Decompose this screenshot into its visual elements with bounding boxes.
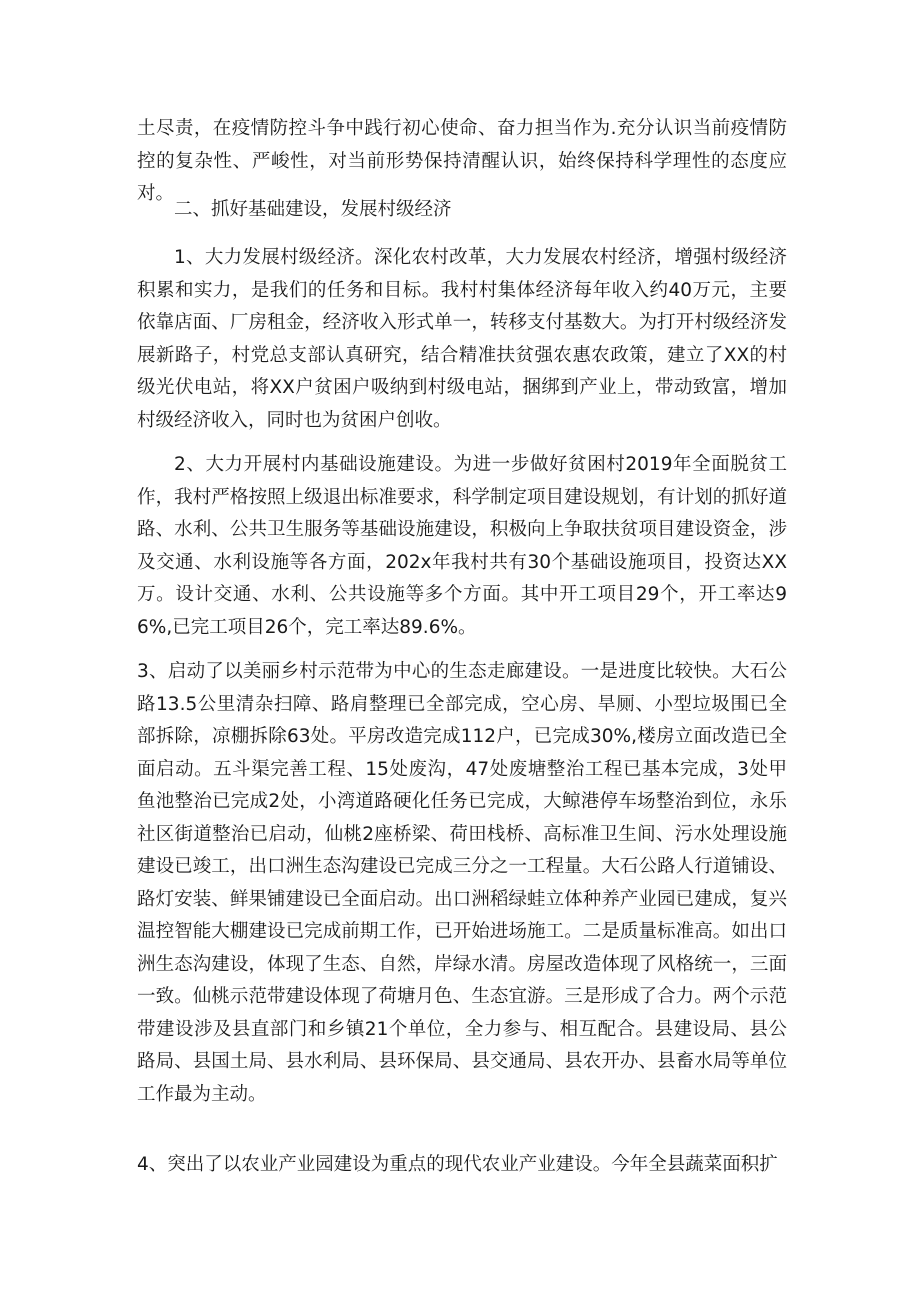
paragraph-intro-continuation: 土尽责，在疫情防控斗争中践行初心使命、奋力担当作为.充分认识当前疫情防控的复杂性、严峻性，对当前形势保持清醒认识，始终保持科学理性的态度应对。 [137, 118, 787, 204]
paragraph-village-economy: 1、大力发展村级经济。深化农村改革，大力发展农村经济，增强村级经济积累和实力，是我们的任务和目标。我村村集体经济每年收入约40万元，主要依靠店面、厂房租金，经济收入形式单一，转移支付基数大。为打开村级经济发展新路子，村党总支部认真研究，结合精准扶贫强农惠农政策，建立了XX的村级光伏电站，将XX户贫困户吸纳到村级电站，捆绑到产业上，带动致富，增加村级经济收入，同时也为贫困户创收。 [137, 247, 787, 431]
paragraph-infrastructure-construction: 2、大力开展村内基础设施建设。为进一步做好贫困村2019年全面脱贫工作，我村严格按照上级退出标准要求，科学制定项目建设规划，有计划的抓好道路、水利、公共卫生服务等基础设施建设，积极向上争取扶贫项目建设资金，涉及交通、水利设施等各方面，202x年我村共有30个基础设施项目，投资达XX万。设计交通、水利、公共设施等多个方面。其中开工项目29个，开工率达96%,已完工项目26个，完工率达89.6%。 [137, 454, 787, 638]
paragraph-agricultural-industry: 4、突出了以农业产业园建设为重点的现代农业产业建设。今年全县蔬菜面积扩 [137, 1154, 778, 1175]
section-heading-infrastructure: 二、抓好基础建设，发展村级经济 [174, 199, 452, 220]
paragraph-ecological-corridor: 3、启动了以美丽乡村示范带为中心的生态走廊建设。一是进度比较快。大石公路13.5公里清杂扫障、路肩整理已全部完成，空心房、旱厕、小型垃圾围已全部拆除，凉棚拆除63处。平房改造完成112户，已完成30%,楼房立面改造已全面启动。五斗渠完善工程、15处废沟，47处废塘整治工程已基本完成，3处甲鱼池整治已完成2处，小湾道路硬化任务已完成，大鲸港停车场整治到位，永乐社区街道整治已启动，仙桃2座桥梁、荷田栈桥、高标准卫生间、污水处理设施建设已竣工，出口洲生态沟建设已完成三分之一工程量。大石公路人行道铺设、路灯安装、鲜果铺建设已全面启动。出口洲稻绿蛙立体种养产业园已建成，复兴温控智能大棚建设已完成前期工作，已开始进场施工。二是质量标准高。如出口洲生态沟建设，体现了生态、自然，岸绿水清。房屋改造体现了风格统一，三面一致。仙桃示范带建设体现了荷塘月色、生态宜游。三是形成了合力。两个示范带建设涉及县直部门和乡镇21个单位，全力参与、相互配合。县建设局、县公路局、县国土局、县水利局、县环保局、县交通局、县农开办、县畜水局等单位工作最为主动。 [137, 661, 787, 1105]
